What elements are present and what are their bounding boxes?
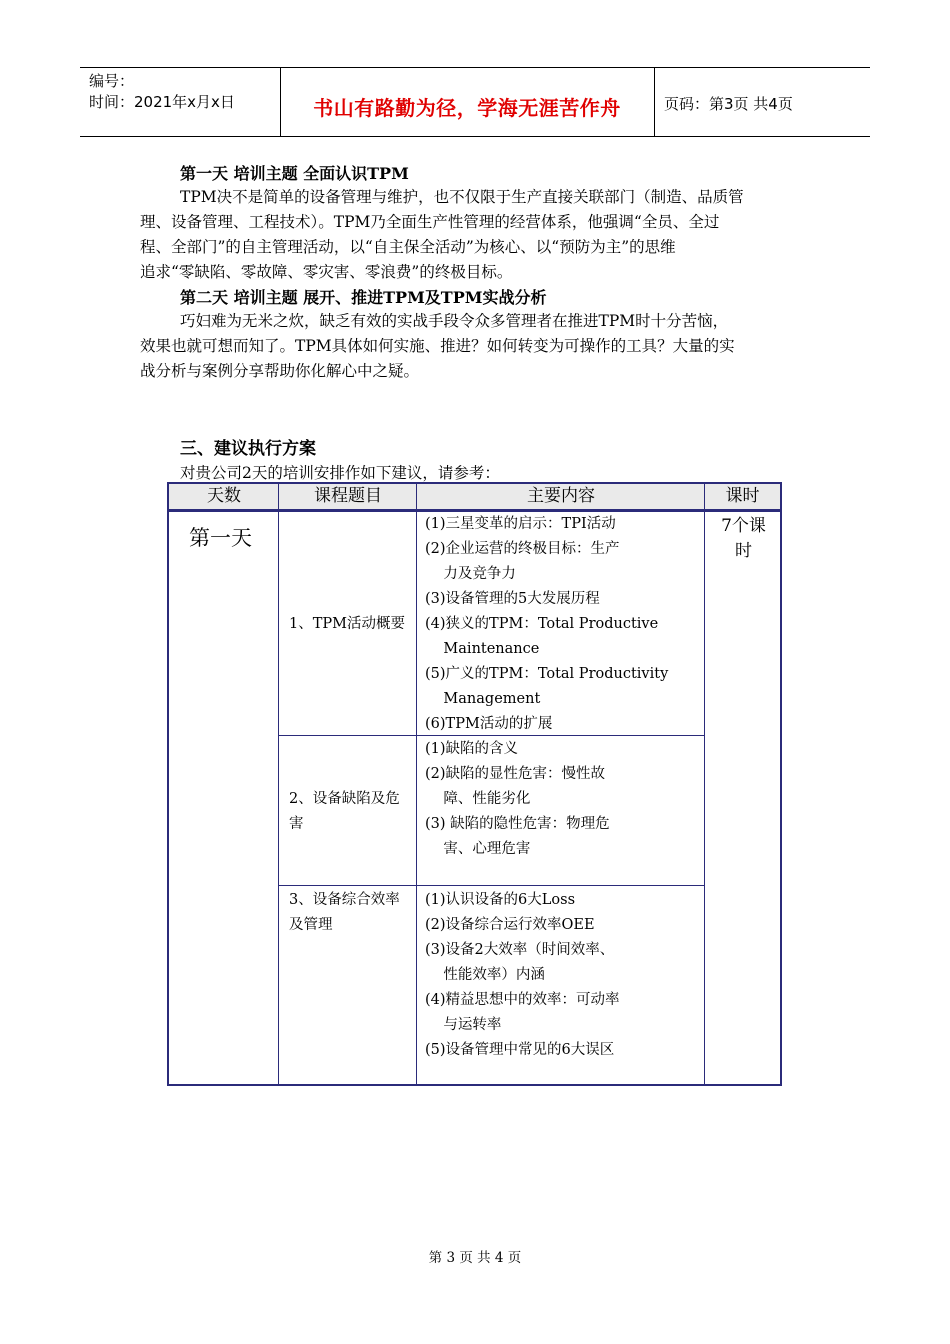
- table-header-cell: 课时: [725, 486, 760, 506]
- list-item: (1)缺陷的含义: [425, 741, 519, 757]
- list-item: (1)认识设备的6大Loss: [425, 892, 576, 908]
- day-label: 第一天: [189, 526, 252, 550]
- hours-line: 7个课: [721, 516, 766, 536]
- topic-cell: [289, 787, 414, 837]
- table-header-cell: 课程题目: [314, 486, 382, 506]
- hours-cell: [705, 514, 782, 564]
- list-item: 性能效率）内涵: [425, 967, 545, 983]
- section-intro: 对贵公司2天的培训安排作如下建议，请参考：: [180, 464, 500, 482]
- content-list: [425, 888, 705, 1063]
- list-item: 害、心理危害: [425, 841, 531, 857]
- header-divider: [654, 68, 655, 136]
- paragraph-line: 战分析与案例分享帮助你化解心中之疑。: [140, 362, 420, 380]
- list-item: 障、性能劣化: [425, 791, 531, 807]
- list-item: Management: [425, 691, 541, 707]
- list-item: Maintenance: [425, 641, 540, 657]
- table-header-cell: 主要内容: [527, 486, 595, 506]
- header-motto: 书山有路勤为径，学海无涯苦作舟: [313, 96, 621, 120]
- topic-line: 2、设备缺陷及危: [289, 791, 400, 807]
- list-item: 与运转率: [425, 1017, 502, 1033]
- list-item: (2)设备综合运行效率OEE: [425, 917, 595, 933]
- table-header-cell: 天数: [207, 486, 241, 506]
- list-item: (1)三星变革的启示：TPI活动: [425, 516, 616, 532]
- list-item: (2)缺陷的显性危害：慢性故: [425, 766, 606, 782]
- topic-cell: [289, 612, 414, 637]
- paragraph-line: 效果也就可想而知了。TPM具体如何实施、推进？如何转变为可操作的工具？大量的实: [140, 337, 735, 355]
- topic-line: 害: [289, 816, 304, 832]
- header-serial-label: 编号：: [89, 72, 135, 90]
- topic-line: 及管理: [289, 917, 333, 933]
- paragraph-line: TPM决不是简单的设备管理与维护，也不仅限于生产直接关联部门（制造、品质管: [180, 188, 744, 206]
- list-item: (5)设备管理中常见的6大误区: [425, 1042, 615, 1058]
- list-item: 力及竞争力: [425, 566, 516, 582]
- list-item: (5)广义的TPM：Total Productivity: [425, 666, 669, 682]
- day2-heading: 第二天 培训主题 展开、推进TPM及TPM实战分析: [180, 288, 547, 307]
- paragraph-line: 理、设备管理、工程技术）。TPM乃全面生产性管理的经营体系，他强调“全员、全过: [140, 213, 720, 231]
- header-date: 时间：2021年x月x日: [89, 93, 235, 111]
- content-list: [425, 512, 705, 737]
- list-item: (3)设备管理的5大发展历程: [425, 591, 600, 607]
- section-title: 三、建议执行方案: [180, 439, 316, 459]
- list-item: (6)TPM活动的扩展: [425, 716, 553, 732]
- list-item: (2)企业运营的终极目标：生产: [425, 541, 620, 557]
- list-item: (4)精益思想中的效率：可动率: [425, 992, 620, 1008]
- content-list: [425, 737, 705, 862]
- paragraph-line: 追求“零缺陷、零故障、零灾害、零浪费”的终极目标。: [140, 263, 513, 281]
- header-page-code: 页码：第3页 共4页: [664, 95, 793, 113]
- topic-cell: [289, 888, 414, 938]
- page-footer: 第 3 页 共 4 页: [428, 1250, 522, 1266]
- day1-heading: 第一天 培训主题 全面认识TPM: [180, 164, 409, 183]
- list-item: (4)狭义的TPM：Total Productive: [425, 616, 659, 632]
- day1-paragraph: [140, 185, 806, 285]
- topic-line: 1、TPM活动概要: [289, 616, 405, 632]
- list-item: (3)设备2大效率（时间效率、: [425, 942, 615, 958]
- paragraph-line: 程、全部门”的自主管理活动，以“自主保全活动”为核心、以“预防为主”的思维: [140, 238, 676, 256]
- list-item: (3) 缺陷的隐性危害：物理危: [425, 816, 610, 832]
- topic-line: 3、设备综合效率: [289, 892, 400, 908]
- day2-paragraph: [140, 309, 806, 384]
- paragraph-line: 巧妇难为无米之炊，缺乏有效的实战手段令众多管理者在推进TPM时十分苦恼，: [180, 312, 729, 330]
- schedule-table: [167, 482, 782, 1086]
- page-header: [80, 67, 870, 137]
- hours-line: 时: [735, 541, 752, 561]
